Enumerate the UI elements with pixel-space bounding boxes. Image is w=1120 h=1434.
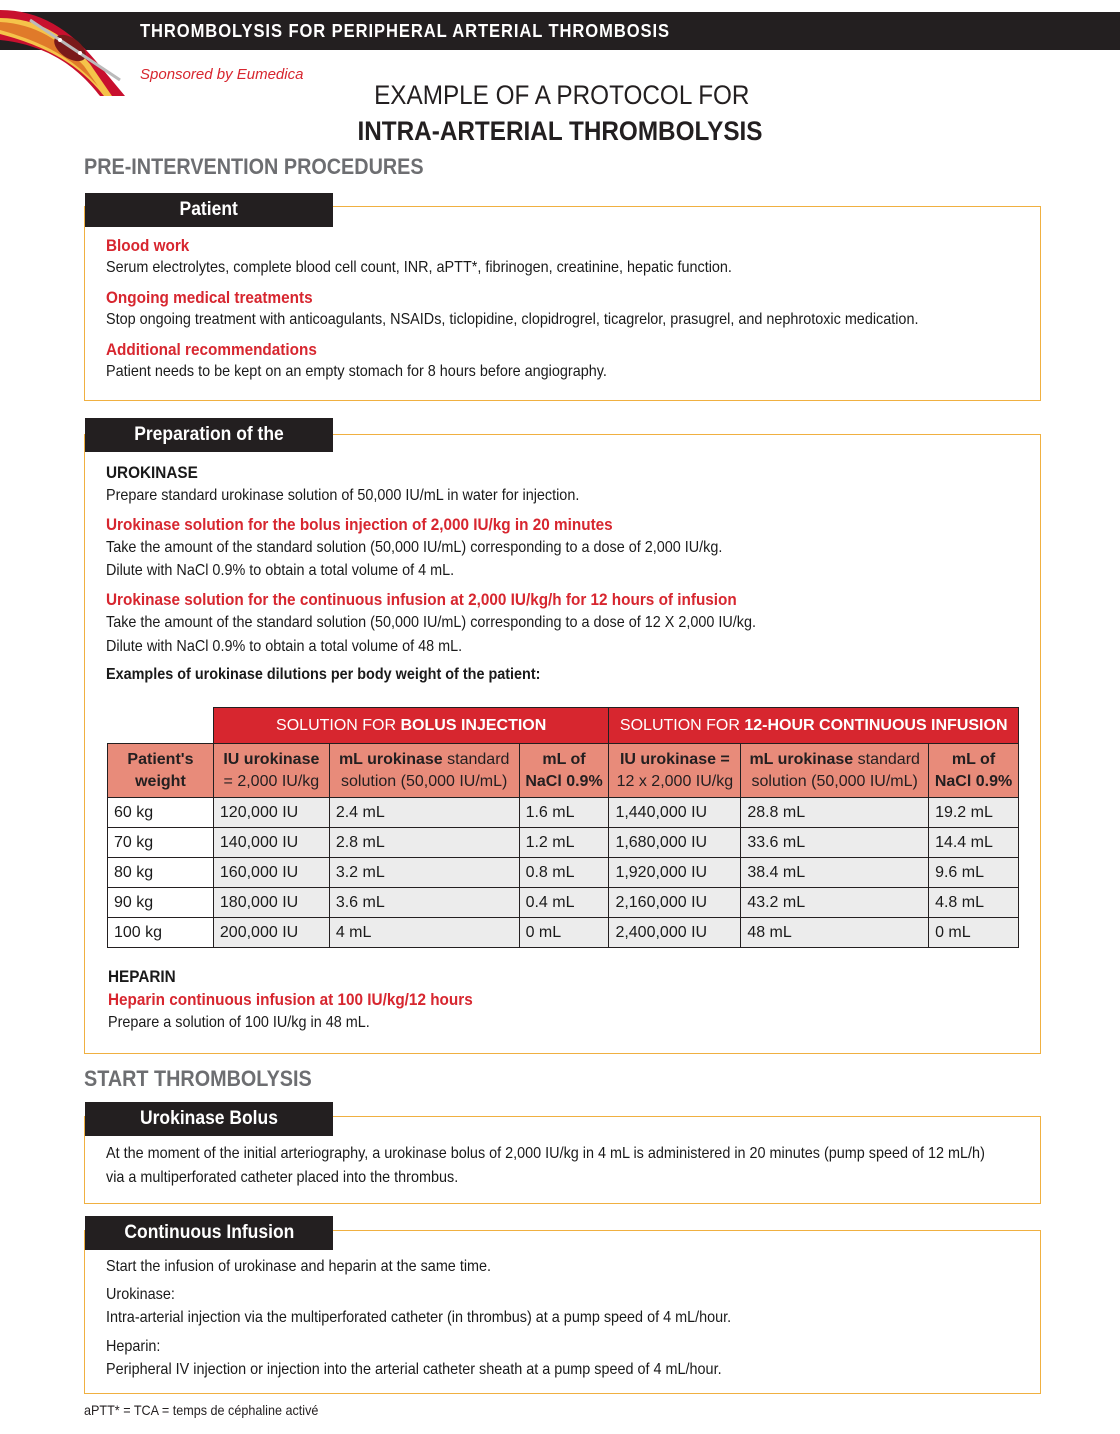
cell-iu-infusion: 1,440,000 IU xyxy=(609,798,741,828)
cell-nacl-bolus: 0.8 mL xyxy=(519,858,609,888)
table-row xyxy=(108,888,1019,918)
cell-ml-infusion: 48 mL xyxy=(741,918,929,948)
cell-ml-infusion: 28.8 mL xyxy=(741,798,929,828)
col-header-iu-infusion: IU urokinase = 12 x 2,000 IU/kg xyxy=(609,744,741,798)
col-header-weight: Patient's weight xyxy=(108,744,214,798)
cell-ml-bolus: 3.2 mL xyxy=(329,858,519,888)
urokinase-text: Prepare standard urokinase solution of 50,000 IU/mL in water for injection. xyxy=(106,487,580,504)
cell-iu-bolus: 180,000 IU xyxy=(213,888,329,918)
additional-title: Additional recommendations xyxy=(106,340,317,359)
cell-iu-bolus: 160,000 IU xyxy=(213,858,329,888)
col-header-nacl-infusion: mL of NaCl 0.9% xyxy=(929,744,1019,798)
infusion-tab: Continuous Infusion xyxy=(85,1216,333,1250)
cell-iu-bolus: 200,000 IU xyxy=(213,918,329,948)
cell-nacl-infusion: 0 mL xyxy=(929,918,1019,948)
header-bar xyxy=(0,12,1120,50)
cell-nacl-bolus: 1.2 mL xyxy=(519,828,609,858)
bolus-line1: At the moment of the initial arteriography, a urokinase bolus of 2,000 IU/kg in 4 mL is administered in 20 minutes (pump speed of 12 mL/h) xyxy=(106,1145,985,1162)
solutions-tab: Preparation of the Solutions xyxy=(85,418,333,452)
urokinase-heading: UROKINASE xyxy=(106,463,198,482)
section-heading-start: START THROMBOLYSIS xyxy=(84,1066,312,1091)
doc-title-line2: INTRA-ARTERIAL THROMBOLYSIS xyxy=(357,116,763,146)
heparin-heading: HEPARIN xyxy=(108,967,176,986)
cell-ml-bolus: 4 mL xyxy=(329,918,519,948)
doc-title-line1: EXAMPLE OF A PROTOCOL FOR xyxy=(374,80,750,110)
table-group-bolus: SOLUTION FOR BOLUS INJECTION xyxy=(213,708,609,744)
blood-work-title: Blood work xyxy=(106,236,190,255)
heparin-title: Heparin continuous infusion at 100 IU/kg/12 hours xyxy=(108,990,473,1009)
ongoing-title: Ongoing medical treatments xyxy=(106,288,313,307)
dilution-table xyxy=(107,707,1019,948)
continuous-solution-title: Urokinase solution for the continuous infusion at 2,000 IU/kg/h for 12 hours of infusion xyxy=(106,590,737,609)
bolus-solution-line2: Dilute with NaCl 0.9% to obtain a total volume of 4 mL. xyxy=(106,562,455,579)
footnote: aPTT* = TCA = temps de céphaline activé xyxy=(84,1402,319,1418)
cell-ml-bolus: 2.4 mL xyxy=(329,798,519,828)
cell-iu-infusion: 1,920,000 IU xyxy=(609,858,741,888)
cell-ml-infusion: 33.6 mL xyxy=(741,828,929,858)
cell-nacl-infusion: 14.4 mL xyxy=(929,828,1019,858)
cell-ml-infusion: 38.4 mL xyxy=(741,858,929,888)
table-group-infusion: SOLUTION FOR 12-HOUR CONTINUOUS INFUSION xyxy=(609,708,1019,744)
blood-work-text: Serum electrolytes, complete blood cell count, INR, aPTT*, fibrinogen, creatinine, hepatic function. xyxy=(106,259,732,276)
table-row xyxy=(108,858,1019,888)
infusion-urokinase-label: Urokinase: xyxy=(106,1286,175,1303)
patient-tab: Patient xyxy=(85,193,333,227)
bolus-tab: Urokinase Bolus xyxy=(85,1102,333,1136)
ongoing-text: Stop ongoing treatment with anticoagulants, NSAIDs, ticlopidine, clopidrogrel, ticagrelor, prasugrel, and nephrotoxic medication. xyxy=(106,311,919,328)
cell-weight: 90 kg xyxy=(108,888,214,918)
table-row xyxy=(108,918,1019,948)
cell-iu-infusion: 2,160,000 IU xyxy=(609,888,741,918)
cell-ml-bolus: 2.8 mL xyxy=(329,828,519,858)
cell-weight: 70 kg xyxy=(108,828,214,858)
bolus-line2: via a multiperforated catheter placed into the thrombus. xyxy=(106,1169,459,1186)
infusion-heparin-label: Heparin: xyxy=(106,1338,161,1355)
bolus-solution-title: Urokinase solution for the bolus injection of 2,000 IU/kg in 20 minutes xyxy=(106,515,613,534)
cell-nacl-bolus: 1.6 mL xyxy=(519,798,609,828)
table-row xyxy=(108,828,1019,858)
cell-nacl-bolus: 0.4 mL xyxy=(519,888,609,918)
heparin-text: Prepare a solution of 100 IU/kg in 48 mL. xyxy=(108,1014,370,1031)
cell-iu-infusion: 2,400,000 IU xyxy=(609,918,741,948)
table-row xyxy=(108,798,1019,828)
infusion-urokinase-text: Intra-arterial injection via the multiperforated catheter (in thrombus) at a pump speed of 4 mL/hour. xyxy=(106,1309,732,1326)
cell-nacl-infusion: 19.2 mL xyxy=(929,798,1019,828)
cell-weight: 80 kg xyxy=(108,858,214,888)
cell-nacl-bolus: 0 mL xyxy=(519,918,609,948)
sponsor-text: Sponsored by Eumedica xyxy=(140,66,304,83)
additional-text: Patient needs to be kept on an empty stomach for 8 hours before angiography. xyxy=(106,363,607,380)
col-header-iu-bolus: IU urokinase = 2,000 IU/kg xyxy=(213,744,329,798)
continuous-solution-line1: Take the amount of the standard solution (50,000 IU/mL) corresponding to a dose of 12 X 2,000 IU/kg. xyxy=(106,614,756,631)
examples-caption: Examples of urokinase dilutions per body weight of the patient: xyxy=(106,666,541,683)
cell-nacl-infusion: 9.6 mL xyxy=(929,858,1019,888)
table-corner xyxy=(108,708,214,744)
cell-nacl-infusion: 4.8 mL xyxy=(929,888,1019,918)
continuous-solution-line2: Dilute with NaCl 0.9% to obtain a total volume of 48 mL. xyxy=(106,638,463,655)
infusion-intro: Start the infusion of urokinase and heparin at the same time. xyxy=(106,1258,492,1275)
cell-weight: 60 kg xyxy=(108,798,214,828)
cell-ml-infusion: 43.2 mL xyxy=(741,888,929,918)
cell-weight: 100 kg xyxy=(108,918,214,948)
header-title: THROMBOLYSIS FOR PERIPHERAL ARTERIAL THROMBOSIS xyxy=(140,21,670,41)
infusion-heparin-text: Peripheral IV injection or injection into the arterial catheter sheath at a pump speed of 4 mL/hour. xyxy=(106,1361,722,1378)
cell-iu-bolus: 120,000 IU xyxy=(213,798,329,828)
col-header-nacl-bolus: mL of NaCl 0.9% xyxy=(519,744,609,798)
cell-iu-infusion: 1,680,000 IU xyxy=(609,828,741,858)
cell-iu-bolus: 140,000 IU xyxy=(213,828,329,858)
col-header-ml-bolus: mL urokinase standard solution (50,000 IU/mL) xyxy=(329,744,519,798)
col-header-ml-infusion: mL urokinase standard solution (50,000 IU/mL) xyxy=(741,744,929,798)
bolus-solution-line1: Take the amount of the standard solution (50,000 IU/mL) corresponding to a dose of 2,000 IU/kg. xyxy=(106,539,723,556)
section-heading-pre: PRE-INTERVENTION PROCEDURES xyxy=(84,154,424,179)
cell-ml-bolus: 3.6 mL xyxy=(329,888,519,918)
